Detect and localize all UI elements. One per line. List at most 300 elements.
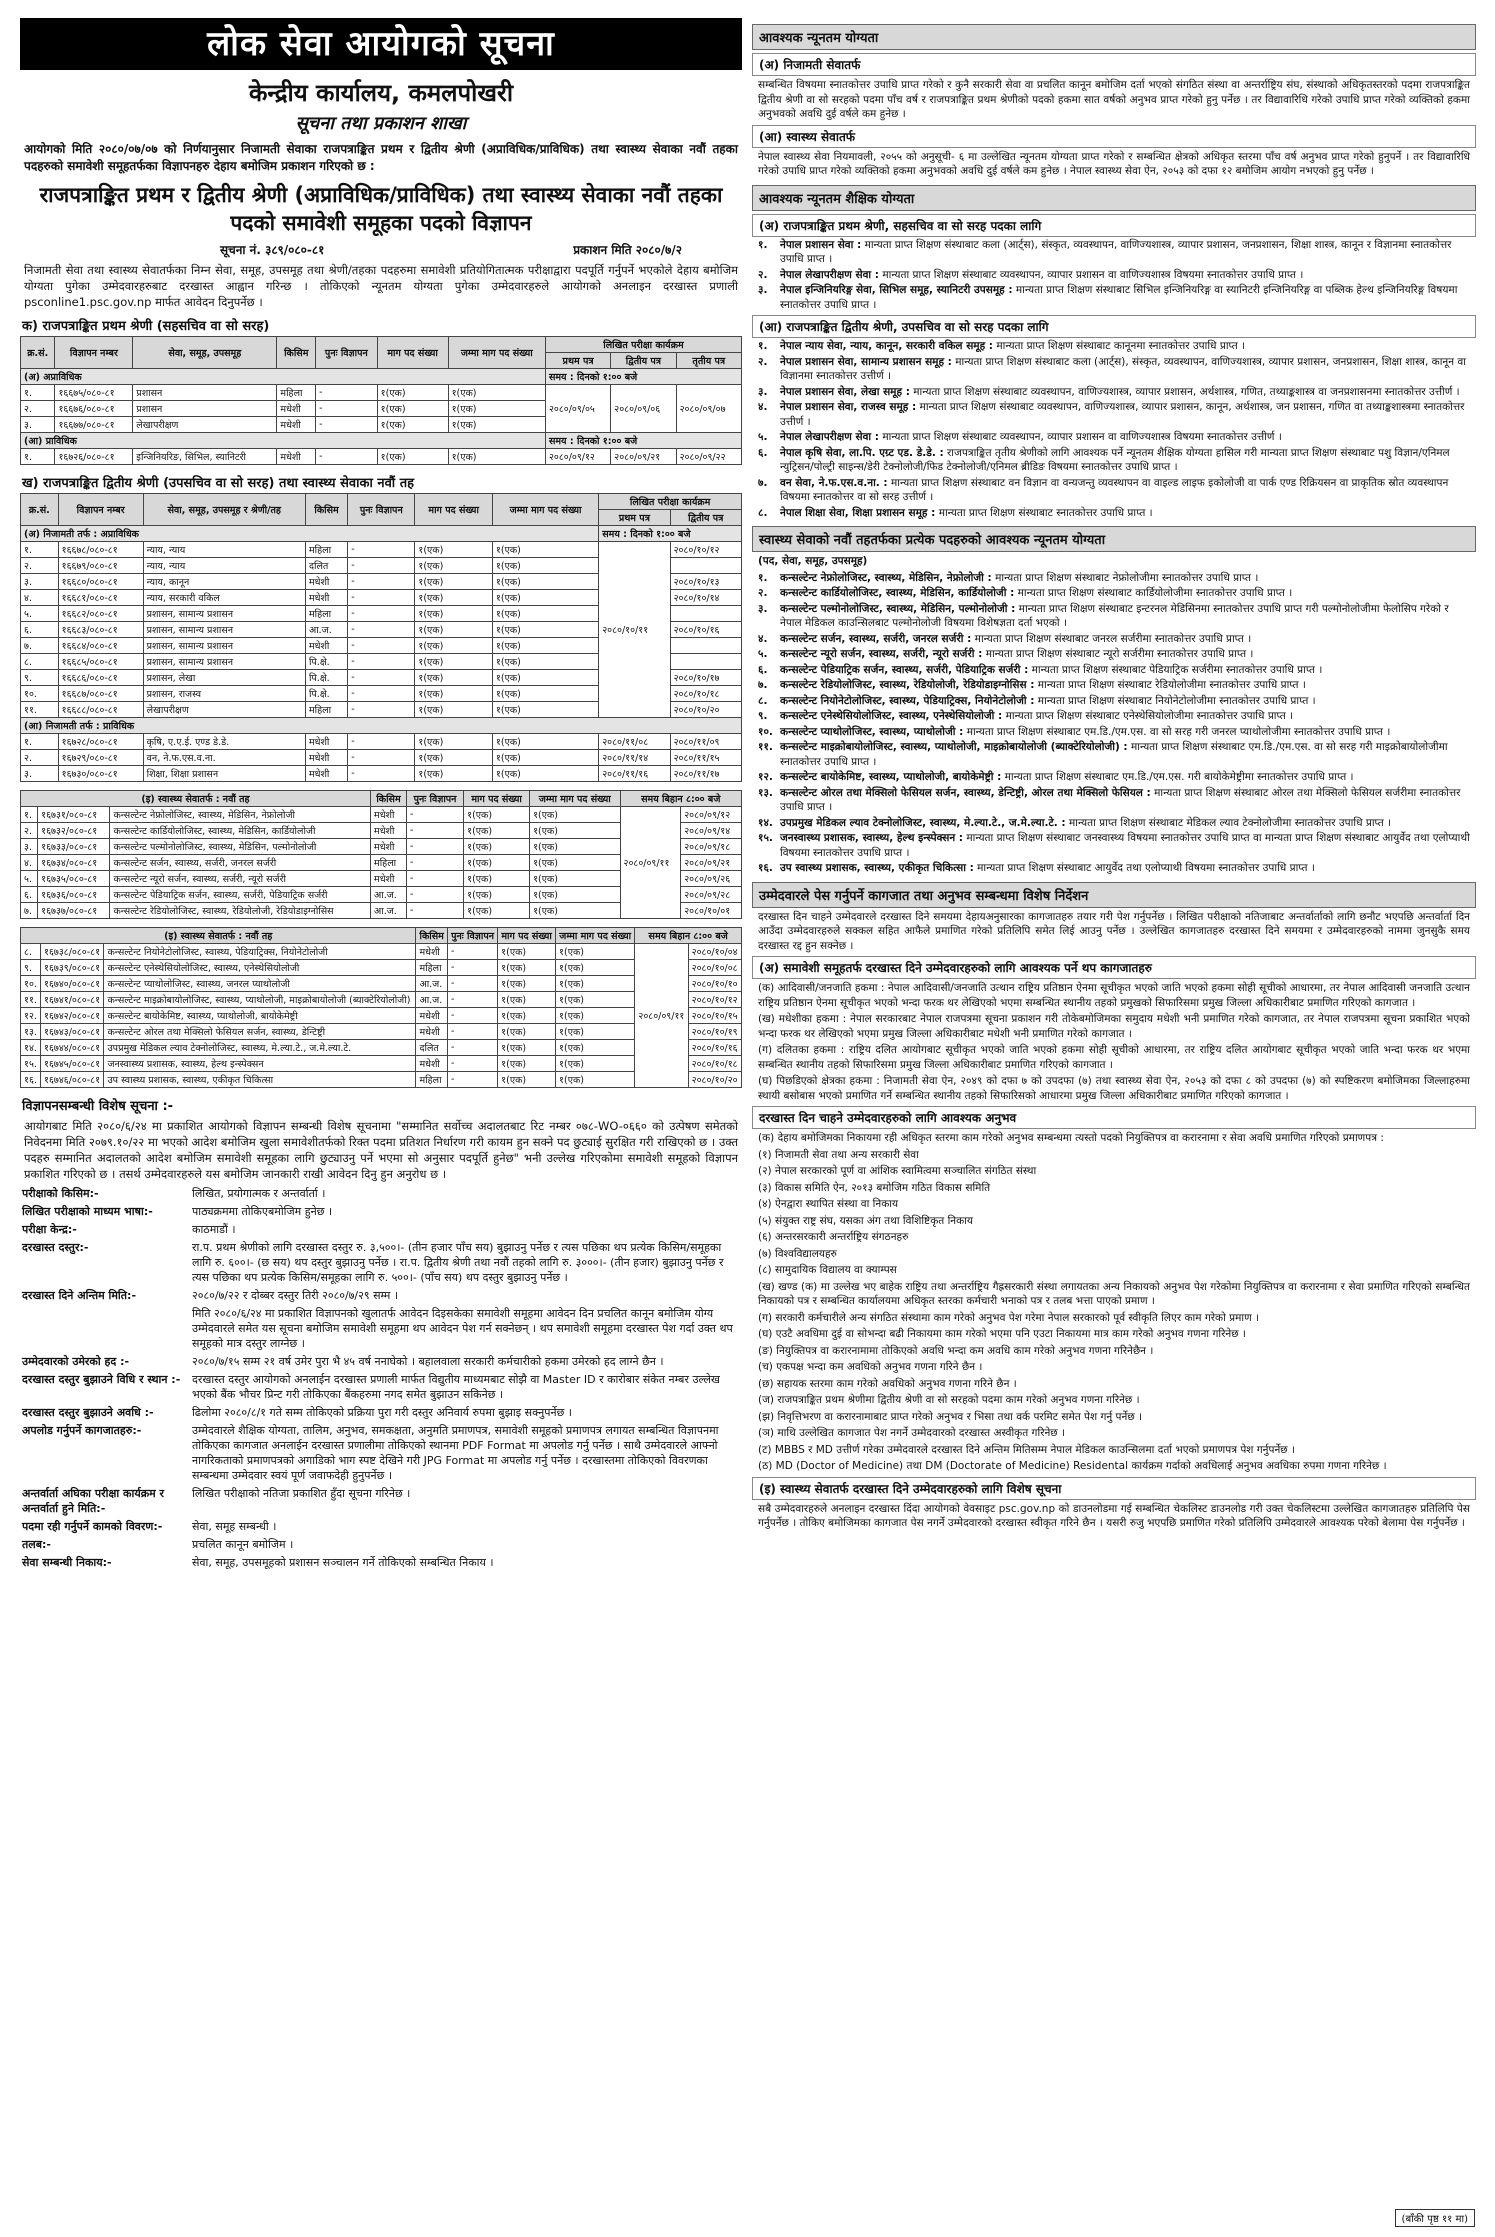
- item-title: जनस्वास्थ्य प्रशासक, स्वास्थ्य, हेल्थ इन्स्पेक्सन :: [780, 832, 964, 844]
- table-cell: १(एक): [415, 606, 493, 622]
- table-cell: -: [447, 1056, 497, 1072]
- table-cell: मधेशी: [416, 1024, 448, 1040]
- exam-date-cell: २०८०/१०/१९: [688, 1024, 741, 1040]
- table-cell: १(एक): [492, 670, 598, 686]
- exam-date-cell: २०८०/०९/२८: [681, 887, 742, 903]
- table-cell: शिक्षा, शिक्षा प्रशासन: [143, 766, 305, 782]
- table-cell: १६६८२/०८०-८१: [58, 606, 143, 622]
- table-cell: २०८०/०९/२१: [611, 449, 676, 465]
- table-cell: -: [447, 976, 497, 992]
- table-cell: १(एक): [415, 542, 493, 558]
- notice-body: निजामती सेवा तथा स्वास्थ्य सेवातर्फका निम्न सेवा, समूह, उपसमूह तथा श्रेणी/तहका पदहरुमा समावेशी प्रतियोगितात्मक परीक्षाद्वारा पदपूर्ति गर्नुपर्ने भएकोले देहाय बमोजिम योग्यता पुगेका उम्मेदवारहरुबाट दरखास्त आह्वान गरिन्छ । तोकिएको न्यूनतम योग्यता पुगेका उम्मेदवारहरुले आयोगको अनलाइन दरखास्त प्रणाली psconline1.psc.gov.np मार्फत आवेदन दिनुपर्नेछ ।: [24, 263, 738, 309]
- item-text: मान्यता प्राप्त शिक्षण संस्थाबाट एम.डि./एम.एस. वा सो सरह गरी जनरल प्याथोलोजीमा स्नातकोत्तर उपाधि प्राप्त ।: [966, 725, 1391, 738]
- list-item: (घ) एउटै अवधिमा दुई वा सोभन्दा बढी निकायमा काम गरेको भएमा पनि एउटा निकायमा मात्र काम गरेको अनुभव गणना गरिनेछ ।: [758, 1328, 1246, 1340]
- table-cell: -: [348, 558, 415, 574]
- list-item: [758, 339, 1470, 354]
- item-number: ९.: [758, 710, 768, 722]
- exam-date-cell: २०८०/०९/०७: [676, 385, 741, 433]
- table-cell: मधेशी: [371, 807, 407, 823]
- health-qual-sub: (पद, सेवा, समूह, उपसमूह): [758, 555, 868, 567]
- table-cell: -: [348, 686, 415, 702]
- item-number: १.: [758, 340, 768, 352]
- list-item: (५) संयुक्त राष्ट्र संघ, यसका अंग तथा विशिष्टिकृत निकाय: [758, 1214, 973, 1227]
- detail-row: [22, 1222, 740, 1237]
- exam-date-cell: [670, 558, 741, 574]
- edu-b-subheading: (आ) राजपत्राङ्कित द्वितीय श्रेणी, उपसचिव वा सो सरह पदका लागि: [752, 315, 1476, 338]
- col-paper1: प्रथम पत्र: [599, 510, 670, 526]
- col-demand: माग पद संख्या: [415, 494, 493, 526]
- item-title: नेपाल शिक्षा सेवा, शिक्षा प्रशासन समूह :: [780, 506, 936, 519]
- table-cell: १६६७५/०८०-८१: [55, 385, 133, 401]
- exam-date-cell: २०८०/१०/१३: [670, 574, 741, 590]
- table-cell: १६७३३/०८०-८१: [38, 839, 110, 855]
- table-row: [21, 734, 742, 750]
- exam-date-cell: २०८०/१०/२०: [688, 1072, 741, 1088]
- detail-value: पाठ्यक्रममा तोकिएबमोजिम हुनेछ ।: [192, 1205, 333, 1218]
- detail-row: [22, 1354, 740, 1369]
- detail-value: लिखित परीक्षाको नतिजा प्रकाशित हुँदा सूचना गरिनेछ ।: [192, 1487, 411, 1500]
- table-cell: कन्सल्टेन्ट पेडियाट्रिक सर्जन, स्वास्थ्य, सर्जरी, पेडियाट्रिक सर्जरी: [110, 887, 371, 903]
- col-type: किसिम: [305, 494, 347, 526]
- item-body: [780, 268, 1303, 283]
- exam-date-cell: [670, 654, 741, 670]
- table-cell: मधेशी: [416, 1008, 448, 1024]
- exam-date-cell: २०८०/१०/११: [599, 542, 670, 718]
- item-body: [780, 506, 1153, 521]
- col-readv: पुनः विज्ञापन: [447, 928, 497, 944]
- table-cell: १.: [21, 542, 59, 558]
- table-cell: १६६८५/०८०-८१: [58, 654, 143, 670]
- table-cell: जनस्वास्थ्य प्रशासक, स्वास्थ्य, हेल्थ इन्स्पेक्सन: [104, 1056, 416, 1072]
- item-text: मान्यता प्राप्त शिक्षण संस्थाबाट कानूनमा स्नातकोत्तर उपाधि प्राप्त ।: [996, 340, 1246, 352]
- item-number: ३.: [758, 385, 768, 398]
- table-cell: कन्सल्टेन्ट बायोकेमिष्ट, स्वास्थ्य, प्याथोलोजी, बायोकेमेष्ट्री: [104, 1008, 416, 1024]
- detail-key: परीक्षाको किसिम:-: [22, 1187, 99, 1200]
- list-item: (१) निजामती सेवा तथा अन्य सरकारी सेवा: [758, 1148, 919, 1161]
- table-cell: लेखापरीक्षण: [143, 702, 305, 718]
- item-body: [780, 400, 1470, 429]
- exam-date-cell: २०८०/१०/०८: [688, 960, 741, 976]
- table-cell: १६७४२/०८०-८१: [41, 1008, 104, 1024]
- item-text: मान्यता प्राप्त शिक्षण संस्थाबाट जनस्वास्थ्य विषयमा स्नातकोत्तर उपाधि प्राप्त वा मान्यता प्राप्त शिक्षण संस्थाबाट आयुर्वेद तथा एलोप्याथी विषयमा स्नातकोत्तर उपाधि प्राप्त ।: [780, 832, 1470, 859]
- detail-row: [22, 1288, 740, 1303]
- item-title: कन्सल्टेन्ट पेडियाट्रिक सर्जन, स्वास्थ्य, सर्जरी, पेडियाट्रिक सर्जरी :: [780, 663, 1029, 676]
- table-row: [21, 449, 742, 465]
- table-cell: १(एक): [492, 750, 598, 766]
- detail-row: [22, 1537, 740, 1552]
- table-cell: १(एक): [498, 960, 556, 976]
- table-cell: मधेशी: [371, 871, 407, 887]
- table-cell: १(एक): [492, 558, 598, 574]
- item-text: मान्यता प्राप्त शिक्षण संस्थाबाट रेडियोलोजीमा स्नातकोत्तर उपाधि प्राप्त ।: [1037, 679, 1306, 691]
- table-cell: १(एक): [556, 1024, 635, 1040]
- health-subheading: (आ) स्वास्थ्य सेवातर्फ: [752, 125, 1476, 148]
- table-cell: १(एक): [464, 823, 530, 839]
- table-row: [21, 542, 742, 558]
- table-cell: मधेशी: [305, 638, 347, 654]
- table-cell: ११.: [21, 992, 41, 1008]
- section-kh-table: [20, 493, 742, 782]
- table-cell: २०८०/०९/१२: [545, 449, 610, 465]
- item-title: उपप्रमुख मेडिकल ल्याव टेक्नोलोजिस्ट, स्वास्थ्य, मे.ल्या.टे., ज.मे.ल्या.टे. :: [780, 816, 1066, 829]
- table-cell: ९.: [21, 960, 41, 976]
- section-k-table: [20, 336, 742, 465]
- table-cell: १६७३४/०८०-८१: [38, 855, 110, 871]
- table-cell: २.: [21, 750, 59, 766]
- table-cell: पि.क्षे.: [305, 670, 347, 686]
- table-row: [21, 1072, 742, 1088]
- table-row: [21, 1024, 742, 1040]
- table-cell: १(एक): [498, 992, 556, 1008]
- exam-time: समय बिहान ८:०० बजे: [620, 791, 741, 807]
- table-cell: १६७४०/०८०-८१: [41, 976, 104, 992]
- table-cell: -: [348, 622, 415, 638]
- table-cell: -: [348, 702, 415, 718]
- table-cell: १(एक): [415, 590, 493, 606]
- exam-date-cell: २०८०/०९/१४: [681, 823, 742, 839]
- item-title: कन्सल्टेन्ट सर्जन, स्वास्थ्य, सर्जरी, जनरल सर्जरी :: [780, 632, 972, 645]
- table-cell: ३.: [21, 839, 38, 855]
- col-sn: क्र.सं.: [21, 337, 55, 369]
- col-demand: माग पद संख्या: [498, 928, 556, 944]
- table-cell: १(एक): [530, 823, 620, 839]
- col-exam: लिखित परीक्षा कार्यक्रम: [599, 494, 742, 510]
- detail-row: [22, 1423, 740, 1483]
- detail-value: रा.प. प्रथम श्रेणीको लागि दरखास्त दस्तुर रु. ३,५००।- (तीन हजार पाँच सय) बुझाउनु पर्नेछ र त्यस पछिका थप प्रत्येक किसिम/समूहका लागि रु. ६००।- (छ सय) थप दस्तुर बुझाउनु पर्नेछ । रा.प. द्वितीय श्रेणी तथा नवौं तहको लागि रु. ३०००।- (तीन हजार) बुझाउनु पर्नेछ र त्यस पछिका थप प्रत्येक किसिम/समूहका लागि रु. ५००।- (पाँच सय) थप दस्तुर बुझाउनु पर्नेछ ।: [192, 1241, 724, 1284]
- item-title: कन्सल्टेन्ट पल्मोनोलोजिस्ट, स्वास्थ्य, मेडिसिन, पल्मोनोलोजी :: [780, 602, 1016, 615]
- item-body: [780, 647, 1253, 662]
- table-cell: कन्सल्टेन्ट सर्जन, स्वास्थ्य, सर्जरी, जनरल सर्जरी: [110, 855, 371, 871]
- item-title: कन्सल्टेन्ट ओरल तथा मेक्सिलो फेसियल सर्जन, स्वास्थ्य, डेन्टिष्ट्री, ओरल तथा मेक्सिलो फेसियल :: [780, 786, 1151, 799]
- exam-date-cell: २०८०/१०/१२: [688, 992, 741, 1008]
- table-cell: कन्सल्टेन्ट ओरल तथा मेक्सिलो फेसियल सर्जन, स्वास्थ्य, डेन्टिष्ट्री: [104, 1024, 416, 1040]
- table-cell: १(एक): [377, 401, 448, 417]
- table-cell: न्याय, न्याय: [143, 558, 305, 574]
- list-item: (ट) MBBS र MD उत्तीर्ण गरेका उम्मेदवारले दरखास्त दिने अन्तिम मितिसम्म नेपाल मेडिकल काउन्सिलमा दर्ता भएको प्रमाणपत्र पेश गर्नुपर्नेछ ।: [758, 1443, 1295, 1456]
- item-title: नेपाल प्रशासन सेवा, लेखा समूह :: [780, 385, 910, 398]
- table-cell: १६७४४/०८०-८१: [41, 1040, 104, 1056]
- table-cell: १(एक): [492, 654, 598, 670]
- table-cell: कन्सल्टेन्ट एनेस्थेसियोलोजिस्ट, स्वास्थ्य, एनेस्थेसियोलोजी: [104, 960, 416, 976]
- table-cell: २.: [21, 401, 55, 417]
- list-item: (ञ) माथि उल्लेखित कागजात पेश नगर्ने उम्मेदवारको दरखास्त अस्वीकृत गरिनेछ ।: [758, 1427, 1065, 1439]
- item-number: ७.: [758, 476, 768, 489]
- table-cell: -: [348, 734, 415, 750]
- item-number: १४.: [758, 816, 773, 829]
- inclusive-docs-heading: (अ) समावेशी समूहतर्फ दरखास्त दिने उम्मेदवारहरुको लागि आवश्यक पर्ने थप कागजातहरु: [752, 956, 1476, 979]
- item-body: [780, 430, 1282, 445]
- item-body: [780, 770, 1354, 785]
- item-number: ८.: [758, 694, 768, 707]
- col-total: जम्मा माग पद संख्या: [448, 337, 545, 369]
- list-item: (२) नेपाल सरकारको पूर्ण वा आंशिक स्वामित्वमा सञ्चालित संगठित संस्था: [758, 1165, 1037, 1177]
- col-type: किसिम: [277, 337, 316, 369]
- detail-value: मिति २०८०/६/२४ मा प्रकाशित विज्ञापनको खुलातर्फ आवेदन दिइसकेका समावेशी समूहमा आवेदन दिन प्रचलित कानून बमोजिम योग्य उम्मेदवारले समेत यस सूचना बमोजिम समावेशी समूहमा थप आवेदन पेश गर्न सक्नेछन् । थप समावेशी समूहमा दरखास्त पेश गर्दा उक्त थप समूहको मात्र दस्तुर लाग्नेछ ।: [192, 1307, 733, 1350]
- item-text: मान्यता प्राप्त शिक्षण संस्थाबाट सिभिल इन्जिनियरिङ्ग वा स्यानिटरी इन्जिनियरिङ्ग वा पब्लिक हेल्थ इन्जिनियरिङ्ग विषयमा स्नातकोत्तर उपाधि प्राप्त ।: [780, 284, 1458, 311]
- item-number: ६.: [758, 446, 768, 459]
- table-cell: १(एक): [415, 734, 493, 750]
- table-cell: १(एक): [530, 855, 620, 871]
- item-number: १.: [758, 238, 768, 251]
- table-cell: महिला: [416, 960, 448, 976]
- list-item: [758, 400, 1470, 429]
- table-cell: १(एक): [492, 638, 598, 654]
- item-text: मान्यता प्राप्त शिक्षण संस्थाबाट एनेस्थेसियोलोजीमा स्नातकोत्तर उपाधि प्राप्त ।: [1005, 710, 1294, 722]
- list-item: (च) एकपक्ष भन्दा कम अवधिको अनुभव गणना गरिने छैन ।: [758, 1361, 983, 1373]
- table-cell: महिला: [305, 542, 347, 558]
- table-cell: -: [348, 542, 415, 558]
- item-body: [780, 831, 1470, 860]
- item-text: मान्यता प्राप्त शिक्षण संस्थाबाट एम.डि./एम.एस. गरी बायोकेमेष्ट्रीमा स्नातकोत्तर उपाधि प्राप्त ।: [1004, 771, 1354, 783]
- item-title: उप स्वास्थ्य प्रशासक, स्वास्थ्य, एकीकृत चिकित्सा :: [780, 862, 974, 874]
- table-cell: वन, ने.फ.एस.व.ना.: [143, 750, 305, 766]
- table-cell: १६७४६/०८०-८१: [41, 1072, 104, 1088]
- exam-date-cell: २०८०/१०/०१: [681, 903, 742, 919]
- table-cell: ६.: [21, 622, 59, 638]
- exam-date-cell: २०८०/०९/११: [635, 944, 688, 1088]
- table-cell: कन्सल्टेन्ट न्यूरो सर्जन, स्वास्थ्य, सर्जरी, न्यूरो सर्जरी: [110, 871, 371, 887]
- list-item: (क) देहाय बमोजिमका निकायमा रही अधिकृत स्तरमा काम गरेको अनुभव सम्बन्धमा त्यस्तो पदको नियुक्तिपत्र वा करारनामा र सेवा अवधि प्रमाणित गरिएको प्रमाणपत्र :: [758, 1132, 1384, 1144]
- list-item: [758, 385, 1470, 400]
- list-item: [758, 632, 1470, 647]
- table-cell: -: [447, 1040, 497, 1056]
- table-cell: १४.: [21, 1040, 41, 1056]
- exam-date-cell: २०८०/०९/२६: [681, 871, 742, 887]
- table-cell: १(एक): [415, 654, 493, 670]
- table-cell: न्याय, कानून: [143, 574, 305, 590]
- table-cell: -: [316, 449, 378, 465]
- item-body: [780, 678, 1306, 693]
- table-cell: ३.: [21, 417, 55, 433]
- list-item: [758, 725, 1470, 740]
- table-cell: १६७३१/०८०-८१: [38, 807, 110, 823]
- table-cell: १६७३८/०८०-८१: [41, 944, 104, 960]
- right-column: [752, 18, 1476, 2218]
- table-cell: आ.ज.: [305, 622, 347, 638]
- table-cell: १(एक): [530, 839, 620, 855]
- exam-date-cell: २०८०/१०/१०: [688, 976, 741, 992]
- notice-number: सूचना नं. ३८९/०८०-८१: [220, 243, 325, 257]
- col-adv-no: विज्ञापन नम्बर: [55, 337, 133, 369]
- table-cell: १(एक): [492, 702, 598, 718]
- table-cell: आ.ज.: [416, 992, 448, 1008]
- table-cell: १(एक): [498, 1008, 556, 1024]
- table-cell: -: [406, 823, 463, 839]
- table-cell: १(एक): [556, 1040, 635, 1056]
- table-cell: १(एक): [492, 590, 598, 606]
- list-item: (७) विश्वविद्यालयहरु: [758, 1247, 837, 1260]
- item-title: नेपाल प्रशासन सेवा, सामान्य प्रशासन समूह :: [780, 355, 952, 368]
- col-demand: माग पद संख्या: [377, 337, 448, 369]
- section-k-heading: क) राजपत्राङ्कित प्रथम श्रेणी (सहसचिव वा सो सरह): [22, 319, 270, 334]
- exam-time: समय बिहान ८:०० बजे: [635, 928, 742, 944]
- table-cell: १६६८१/०८०-८१: [58, 590, 143, 606]
- table-cell: ९.: [21, 670, 59, 686]
- col-total: जम्मा माग पद संख्या: [556, 928, 635, 944]
- exam-time: समय : दिनको १:०० बजे: [599, 526, 742, 542]
- table-cell: पि.क्षे.: [305, 654, 347, 670]
- table-cell: १(एक): [415, 558, 493, 574]
- table-cell: दलित: [416, 1040, 448, 1056]
- table-cell: -: [348, 654, 415, 670]
- table-cell: १६६७८/०८०-८१: [58, 542, 143, 558]
- item-text: मान्यता प्राप्त शिक्षण संस्थाबाट व्यवस्थापन, व्यापार प्रशासन वा वाणिज्यशास्त्र विषयमा स्नातकोत्तर उपाधि प्राप्त ।: [882, 268, 1304, 281]
- table-cell: १(एक): [448, 449, 545, 465]
- table-cell: कन्सल्टेन्ट नियोनेटोलोजिस्ट, स्वास्थ्य, पेडियाट्रिक्स, नियोनेटोलोजी: [104, 944, 416, 960]
- edu-a-list: [752, 238, 1476, 313]
- table-cell: २.: [21, 558, 59, 574]
- health-qual-heading: स्वास्थ्य सेवाको नवौं तहतर्फका प्रत्येक पदहरुको आवश्यक न्यूनतम योग्यता: [752, 526, 1476, 552]
- intro-text: आयोगको मिति २०८०/०७/०७ को निर्णयानुसार निजामती सेवाका राजपत्राङ्कित प्रथम र द्वितीय श्रेणी (अप्राविधिक/प्राविधिक) तथा स्वास्थ्य सेवाका नवौं तहका पदहरुको समावेशी समूहतर्फका विज्ञापनहरु देहाय बमोजिम प्रकाशन गरिएको छ :: [24, 142, 738, 173]
- detail-key: उम्मेदवारको उमेरको हद :-: [22, 1355, 130, 1368]
- table-cell: -: [348, 766, 415, 782]
- item-title: नेपाल प्रशासन सेवा, राजस्व समूह :: [780, 401, 917, 413]
- table-cell: १६.: [21, 1072, 41, 1088]
- list-item: (ठ) MD (Doctor of Medicine) तथा DM (Doctorate of Medicine) Residental कार्यक्रम गर्दाको अवधिलाई अनुभव अवधिका रुपमा गणना गरिनेछ ।: [758, 1460, 1387, 1472]
- table-cell: १(एक): [492, 622, 598, 638]
- exam-date-cell: २०८०/१०/१५: [688, 1008, 741, 1024]
- detail-value: २०८०/७/२२ र दोब्बर दस्तुर तिरी २०८०/७/२९ सम्म ।: [192, 1289, 399, 1302]
- col-readv: पुनः विज्ञापन: [348, 494, 415, 526]
- detail-row: [22, 1240, 740, 1285]
- item-number: ११.: [758, 741, 773, 753]
- item-text: मान्यता प्राप्त शिक्षण संस्थाबाट जनरल सर्जरीमा स्नातकोत्तर उपाधि प्राप्त ।: [974, 632, 1252, 645]
- item-title: नेपाल न्याय सेवा, न्याय, कानून, सरकारी वकिल समूह :: [780, 340, 994, 352]
- table-cell: कन्सल्टेन्ट प्याथोलोजिस्ट, स्वास्थ्य, जनरल प्याथोलोजी: [104, 976, 416, 992]
- table-row: [21, 1056, 742, 1072]
- detail-row: [22, 1204, 740, 1219]
- table-row: [21, 976, 742, 992]
- item-body: [780, 586, 1292, 601]
- detail-row: [22, 1486, 740, 1516]
- table-row: [21, 750, 742, 766]
- item-title: कन्सल्टेन्ट बायोकेमिष्ट, स्वास्थ्य, प्याथोलोजी, बायोकेमेष्ट्री :: [780, 771, 1002, 783]
- table-cell: -: [447, 1072, 497, 1088]
- notice-title: राजपत्राङ्कित प्रथम र द्वितीय श्रेणी (अप्राविधिक/प्राविधिक) तथा स्वास्थ्य सेवाका नवौं तहका पदको समावेशी समूहका पदको विज्ञापन: [39, 183, 723, 235]
- item-title: कन्सल्टेन्ट एनेस्थेसियोलोजिस्ट, स्वास्थ्य, एनेस्थेसियोलोजी :: [780, 710, 1003, 722]
- item-text: मान्यता प्राप्त शिक्षण संस्थाबाट कार्डियोलोजीमा स्नातकोत्तर उपाधि प्राप्त ।: [1017, 587, 1293, 599]
- table-cell: १६७३९/०८०-८१: [41, 960, 104, 976]
- table-cell: १(एक): [556, 1056, 635, 1072]
- table-cell: १(एक): [377, 449, 448, 465]
- list-item: (ज) राजपत्राङ्कित प्रथम श्रेणीमा द्वितीय श्रेणी वा सो सरहको पदमा काम गरेको अनुभव गणना गरिनेछ ।: [758, 1394, 1140, 1406]
- table-cell: १०.: [21, 976, 41, 992]
- table-cell: १(एक): [464, 887, 530, 903]
- table-cell: मधेशी: [305, 766, 347, 782]
- table-cell: मधेशी: [277, 417, 316, 433]
- table-cell: १६६८४/०८०-८१: [58, 638, 143, 654]
- list-item: [758, 268, 1470, 283]
- exam-date-cell: २०८०/०९/२१: [681, 855, 742, 871]
- exam-date-cell: २०८०/१०/१७: [670, 670, 741, 686]
- table-cell: -: [406, 839, 463, 855]
- item-number: ५.: [758, 431, 768, 443]
- table-cell: -: [447, 960, 497, 976]
- table-cell: ४.: [21, 590, 59, 606]
- detail-key: दरखास्त दिने अन्तिम मिति:-: [22, 1289, 137, 1302]
- table-cell: महिला: [305, 606, 347, 622]
- inclusive-docs-list: [752, 981, 1476, 1103]
- exam-date-cell: २०८०/१०/१८: [688, 1056, 741, 1072]
- detail-key: सेवा सम्बन्धी निकाय:-: [22, 1556, 112, 1569]
- table-cell: -: [447, 944, 497, 960]
- table-row: [21, 960, 742, 976]
- table-cell: प्रशासन, सामान्य प्रशासन: [143, 638, 305, 654]
- exam-date-cell: २०८०/१०/२०: [670, 702, 741, 718]
- table-cell: १(एक): [415, 766, 493, 782]
- table-cell: महिला: [277, 385, 316, 401]
- list-item: (झ) निवृत्तिभरण वा करारनामाबाट प्राप्त गरेको अनुभव र भिसा तथा वर्क परमिट समेत पेश गर्नु पर्नेछ ।: [758, 1410, 1143, 1423]
- item-title: कन्सल्टेन्ट प्याथोलोजिस्ट, स्वास्थ्य, प्याथोलोजी :: [780, 725, 964, 738]
- table-cell: महिला: [371, 855, 407, 871]
- table-cell: प्रशासन, लेखा: [143, 670, 305, 686]
- table-cell: १६६७७/०८०-८१: [55, 417, 133, 433]
- table-cell: १(एक): [556, 1008, 635, 1024]
- table-cell: १६६७६/०८०-८१: [55, 401, 133, 417]
- item-text: मान्यता प्राप्त शिक्षण संस्थाबाट व्यवस्थापन, व्यापार प्रशासन वा वाणिज्यशास्त्र विषयमा स्नातकोत्तर उत्तीर्ण ।: [882, 431, 1282, 443]
- item-text: मान्यता प्राप्त शिक्षण संस्थाबाट स्नातकोत्तर उपाधि प्राप्त ।: [938, 506, 1153, 519]
- table-cell: १(एक): [464, 903, 530, 919]
- qualification-heading: आवश्यक न्यूनतम योग्यता: [752, 24, 1476, 50]
- item-number: १६.: [758, 862, 773, 874]
- edu-a-subheading: (अ) राजपत्राङ्कित प्रथम श्रेणी, सहसचिव वा सो सरह पदका लागि: [752, 214, 1476, 237]
- table-cell: ५.: [21, 871, 38, 887]
- civil-subheading: (अ) निजामती सेवातर्फ: [752, 53, 1476, 76]
- detail-value: उम्मेदवारले शैक्षिक योग्यता, तालिम, अनुभव, समकक्षता, अनुमति प्रमाणपत्र, समावेशी समूहको प्रमाणपत्र लगायत सम्बन्धित विज्ञापनमा तोकिएका कागजात अनलाईन दरखास्त प्रणालीमा तोकिएको स्थानमा PDF Format मा अपलोड गर्नु पर्नेछ । साथै उम्मेदवारले आफ्नो नागरिकताको प्रमाणपत्रको अगाडिको भाग स्पष्ट देखिने गरी JPG Format मा अपलोड गर्नु पर्नेछ । दरखास्तमा तोकिएको विवरणका सम्बन्धमा उम्मेदवार स्वयं पूर्ण जवाफदेही हुनुपर्नेछ ।: [192, 1424, 719, 1482]
- table-cell: -: [348, 670, 415, 686]
- table-cell: आ.ज.: [371, 903, 407, 919]
- table-cell: १(एक): [415, 702, 493, 718]
- item-body: [780, 709, 1293, 724]
- table-cell: महिला: [305, 702, 347, 718]
- item-title: कन्सल्टेन्ट नियोनेटोलोजिस्ट, स्वास्थ्य, पेडियाट्रिक्स, नियोनेटोलोजी :: [780, 694, 1035, 707]
- table-cell: न्याय, सरकारी वकिल: [143, 590, 305, 606]
- col-readv: पुनः विज्ञापन: [316, 337, 378, 369]
- table-cell: १(एक): [492, 606, 598, 622]
- item-body: [780, 740, 1470, 769]
- item-text: मान्यता प्राप्त शिक्षण संस्थाबाट पेडियाट्रिक सर्जरीमा स्नातकोत्तर उपाधि प्राप्त ।: [1031, 663, 1323, 676]
- special-notice-text: आयोगबाट मिति २०८०/६/२४ मा प्रकाशित आयोगको विज्ञापन सम्बन्धी विशेष सूचनामा "सम्मानित सर्वोच्च अदालतबाट रिट नम्बर ०७८-WO-०६६० को उत्पेषण समेतको निवेदनमा मिति २०७९.१०/२२ मा भएको आदेश बमोजिम खुला समावेशीतर्फको रिक्त पदमा प्रतिशत निर्धारण गरी कायम हुन सक्ने पद छुट्याई सुरक्षित गरी राखिएको छ । उक्त पदहरु सम्मानित अदालतको आदेश बमोजिम समावेशी समूहका लागि छुट्याउनु पर्ने भएमा सो अनुसार पदपूर्ति हुनेछ" भनी उल्लेख गरिएकोमा समावेशी समूहको विज्ञापन प्रकाशित गरिएको छ । तसर्थ उम्मेदवारहरुले यस बमोजिम जानकारी राखी आवेदन दिनु हुन अनुरोध छ ।: [24, 1119, 738, 1181]
- table-cell: १(एक): [377, 417, 448, 433]
- documents-text: दरखास्त दिन चाहने उम्मेदवारले दरखास्त दिने समयमा देहायअनुसारका कागजातहरु तयार गरी पेश गर्नुपर्नेछ । लिखित परीक्षाको नतिजाबाट अन्तर्वार्ताको लागि छनौट भएपछि अन्तर्वार्ता दिन आउँदा उम्मेदवारहरुले सक्कल सहित आफैले प्रमाणित गरेको प्रतिलिपि समेत लिई आउनु पर्नेछ । उल्लेखित कागजातहरु दरखास्त दिने समयमा र उम्मेदवारहरुको नाममा जुनसुकै समय दरखास्त रद्द हुन सक्नेछ ।: [758, 910, 1470, 952]
- item-text: मान्यता प्राप्त शिक्षण संस्थाबाट इन्टरनल मेडिसिनमा स्नातकोत्तर उपाधि प्राप्त गरी पल्मोनोलोजीमा फेलोसिप गरेको र नेपाल मेडिकल काउन्सिलबाट पल्मोनोलोजी विषयमा विशेषज्ञता दर्ता भएको ।: [780, 602, 1449, 629]
- exam-date-cell: २०८०/०९/०६: [611, 385, 676, 433]
- civil-text: सम्बन्धित विषयमा स्नातकोत्तर उपाधि प्राप्त गरेको र कुनै सरकारी सेवा वा प्रचलित कानून बमोजिम दर्ता भएको संगठित संस्था वा अन्तर्राष्ट्रिय संघ, संस्थाको अधिकृतस्तरको पदमा राजपत्राङ्कित द्वितीय श्रेणी वा सो सरहको पदमा पाँच वर्ष र राजपत्राङ्कित प्रथम श्रेणीको पदको हकमा सात वर्षको अनुभव प्राप्त गरेको हुनु पर्नेछ । तर विद्यावारिधि गरेको उपाधि प्राप्त गरेको व्यक्तिको हकमा अनुभवको अवधि दुई वर्षले कम हुनेछ ।: [758, 79, 1470, 120]
- table-cell: कन्सल्टेन्ट कार्डियोलोजिस्ट, स्वास्थ्य, मेडिसिन, कार्डियोलोजी: [110, 823, 371, 839]
- table-cell: ८.: [21, 654, 59, 670]
- item-text: मान्यता प्राप्त शिक्षण संस्थाबाट व्यवस्थापन, वाणिज्यशास्त्र, व्यापार प्रशासन, कानून, अर्थशास्त्र, जन प्रशासन, गणित वा तथ्याङ्कशास्त्रमा स्नातकोत्तर उत्तीर्ण ।: [780, 401, 1465, 428]
- table-cell: १६७३७/०८०-८१: [38, 903, 110, 919]
- table-cell: १.: [21, 385, 55, 401]
- health-special-heading: (इ) स्वास्थ्य सेवातर्फ दरखास्त दिने उम्मेदवारहरुको लागि विशेष सूचना: [752, 1477, 1476, 1500]
- table-cell: २०८०/११/०९: [670, 734, 741, 750]
- table-cell: १(एक): [415, 750, 493, 766]
- detail-key: परीक्षा केन्द्र:-: [22, 1223, 77, 1236]
- list-item: (ग) दलितका हकमा : राष्ट्रिय दलित आयोगबाट सूचीकृत भएको जाति भएको हकमा सोही सूचीको आधारमा, तर राष्ट्रिय दलित आयोगबाट सूचीकृत भएको जाति भन्दा फरक थर भएमा सम्बन्धित स्थानीय तहको सिफारिसमा प्रमुख जिल्ला अधिकारीबाट प्रमाणित गरिएको कागजात ।: [758, 1044, 1470, 1071]
- item-text: मान्यता प्राप्त शिक्षण संस्थाबाट वन विज्ञान वा वन्यजन्तु व्यवस्थापन वा वाइल्ड लाइफ इकोलोजी वा पार्क एण्ड रिक्रियसन वा प्राकृतिक स्रोत व्यवस्थापन विषयमा स्नातकोत्तर वा सो सरह उत्तीर्ण ।: [780, 476, 1449, 503]
- table-cell: १(एक): [448, 385, 545, 401]
- detail-key: [22, 1306, 192, 1351]
- list-item: [758, 571, 1470, 586]
- table-cell: -: [348, 606, 415, 622]
- detail-row: [22, 1555, 740, 1570]
- table-cell: १(एक): [415, 686, 493, 702]
- office-name: केन्द्रीय कार्यालय, कमलपोखरी: [248, 79, 514, 107]
- experience-docs-heading: दरखास्त दिन चाहने उम्मेदवारहरुको लागि आवश्यक अनुभव: [752, 1106, 1476, 1129]
- health-head: (इ) स्वास्थ्य सेवातर्फ : नवौं तह: [21, 791, 371, 807]
- detail-key: दरखास्त दस्तुर बुझाउने अवधि :-: [22, 1406, 154, 1419]
- table-cell: १(एक): [530, 807, 620, 823]
